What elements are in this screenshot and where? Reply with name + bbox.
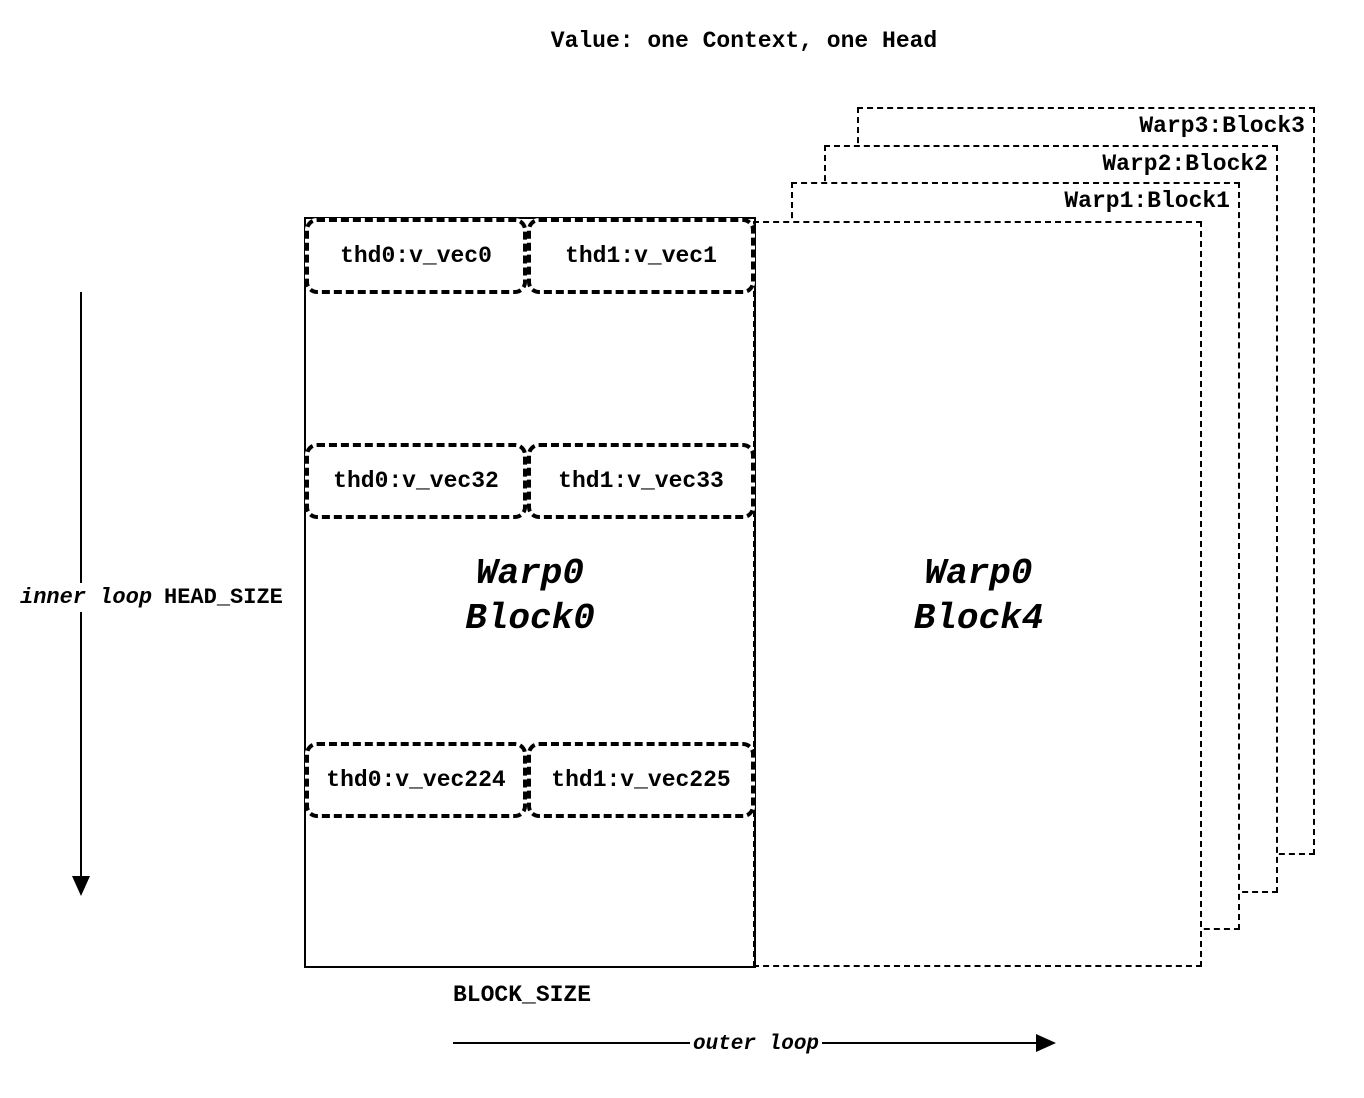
down-arrowhead-icon: [72, 876, 90, 896]
block-size-label: BLOCK_SIZE: [453, 982, 592, 1008]
warp0-label: Warp0: [475, 553, 585, 594]
right-arrowhead-icon: [1036, 1034, 1056, 1052]
cell-thd0-v_vec0: thd0:v_vec0: [305, 218, 527, 294]
outer-loop-label: outer loop: [690, 1033, 822, 1056]
head-size-label: HEAD_SIZE: [164, 585, 283, 610]
diagram-title: Value: one Context, one Head: [550, 28, 938, 54]
block0-label: Block0: [465, 598, 595, 639]
cell-thd1-v_vec1: thd1:v_vec1: [527, 218, 755, 294]
warp0-label: Warp0: [924, 553, 1033, 594]
warp2-block2-label: Warp2:Block2: [1102, 151, 1268, 177]
cell-thd1-v_vec225: thd1:v_vec225: [527, 742, 755, 818]
warp1-block1-label: Warp1:Block1: [1064, 188, 1230, 214]
block4-label: Block4: [913, 598, 1044, 639]
cell-thd0-v_vec32: thd0:v_vec32: [305, 443, 527, 519]
cell-thd1-v_vec33: thd1:v_vec33: [527, 443, 755, 519]
warp3-block3-label: Warp3:Block3: [1139, 113, 1305, 139]
inner-loop-head-size-label: [16, 583, 287, 612]
warp0-block0-center-label: [305, 551, 755, 641]
warp0-block4-center-label: [755, 551, 1202, 641]
cell-thd0-v_vec224: thd0:v_vec224: [305, 742, 527, 818]
inner-loop-label: inner loop: [20, 585, 153, 610]
